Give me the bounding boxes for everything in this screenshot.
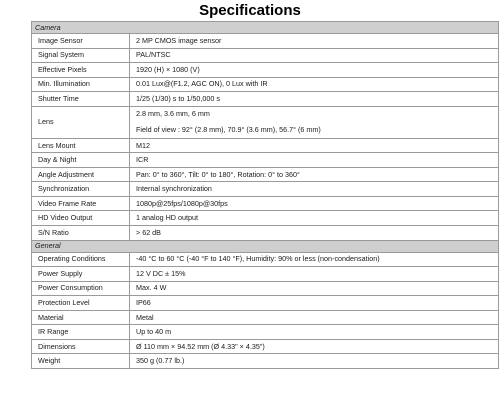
spec-row-shutter-time <box>32 92 499 107</box>
spec-value: -40 °C to 60 °C (-40 °F to 140 °F), Humidity: 90% or less (non-condensation) <box>130 252 499 267</box>
spec-value: Pan: 0° to 360°, Tilt: 0° to 180°, Rotation: 0° to 360° <box>130 167 499 182</box>
spec-row-hd-video-output <box>32 211 499 226</box>
spec-value: Up to 40 m <box>130 325 499 340</box>
spec-value: Ø 110 mm × 94.52 mm (Ø 4.33" × 4.35") <box>130 339 499 354</box>
spec-row-image-sensor <box>32 34 499 49</box>
spec-row-angle-adjustment <box>32 167 499 182</box>
spec-label: Lens Mount <box>32 138 130 153</box>
spec-row-video-frame-rate <box>32 196 499 211</box>
spec-value: Metal <box>130 310 499 325</box>
spec-row-protection-level <box>32 296 499 311</box>
spec-label: Power Supply <box>32 267 130 282</box>
spec-value: Internal synchronization <box>130 182 499 197</box>
spec-value: Max. 4 W <box>130 281 499 296</box>
spec-row-operating-conditions <box>32 252 499 267</box>
spec-value: 0.01 Lux@(F1.2, AGC ON), 0 Lux with IR <box>130 77 499 92</box>
spec-row-synchronization <box>32 182 499 197</box>
section-header-general <box>32 240 499 252</box>
spec-label: Signal System <box>32 48 130 63</box>
spec-label: S/N Ratio <box>32 226 130 241</box>
spec-value: 1080p@25fps/1080p@30fps <box>130 196 499 211</box>
spec-row-effective-pixels <box>32 63 499 78</box>
spec-value: 350 g (0.77 lb.) <box>130 354 499 369</box>
spec-row-signal-system <box>32 48 499 63</box>
spec-label: Material <box>32 310 130 325</box>
spec-value: 2 MP CMOS image sensor <box>130 34 499 49</box>
spec-value: 1/25 (1/30) s to 1/50,000 s <box>130 92 499 107</box>
spec-value <box>130 106 499 138</box>
spec-row-ir-range <box>32 325 499 340</box>
spec-label: Synchronization <box>32 182 130 197</box>
section-header-camera <box>32 22 499 34</box>
spec-label: Weight <box>32 354 130 369</box>
spec-row-day-night <box>32 153 499 168</box>
spec-row-power-consumption <box>32 281 499 296</box>
spec-row-lens <box>32 106 499 138</box>
spec-label: Operating Conditions <box>32 252 130 267</box>
spec-row-min-illumination <box>32 77 499 92</box>
spec-label: Dimensions <box>32 339 130 354</box>
spec-label: HD Video Output <box>32 211 130 226</box>
lens-focal-lengths: 2.8 mm, 3.6 mm, 6 mm <box>136 109 210 119</box>
spec-label: Shutter Time <box>32 92 130 107</box>
spec-row-material <box>32 310 499 325</box>
spec-label: Video Frame Rate <box>32 196 130 211</box>
section-title: General <box>32 240 499 252</box>
spec-label: Power Consumption <box>32 281 130 296</box>
spec-row-power-supply <box>32 267 499 282</box>
section-title: Camera <box>32 22 499 34</box>
spec-value: ICR <box>130 153 499 168</box>
spec-value: PAL/NTSC <box>130 48 499 63</box>
spec-row-dimensions <box>32 339 499 354</box>
spec-label: IR Range <box>32 325 130 340</box>
spec-value: M12 <box>130 138 499 153</box>
spec-label: Protection Level <box>32 296 130 311</box>
spec-label: Day & Night <box>32 153 130 168</box>
spec-row-weight <box>32 354 499 369</box>
spec-value: > 62 dB <box>130 226 499 241</box>
page-title: Specifications <box>199 2 301 19</box>
spec-label: Image Sensor <box>32 34 130 49</box>
spec-label: Min. Illumination <box>32 77 130 92</box>
spec-label: Lens <box>32 106 130 138</box>
spec-value: IP66 <box>130 296 499 311</box>
spec-row-lens-mount <box>32 138 499 153</box>
spec-row-sn-ratio <box>32 226 499 241</box>
spec-value: 1 analog HD output <box>130 211 499 226</box>
specifications-table <box>31 21 499 369</box>
lens-field-of-view: Field of view : 92° (2.8 mm), 70.9° (3.6 mm), 56.7° (6 mm) <box>136 125 321 135</box>
spec-value: 12 V DC ± 15% <box>130 267 499 282</box>
spec-label: Angle Adjustment <box>32 167 130 182</box>
spec-value: 1920 (H) × 1080 (V) <box>130 63 499 78</box>
spec-label: Effective Pixels <box>32 63 130 78</box>
